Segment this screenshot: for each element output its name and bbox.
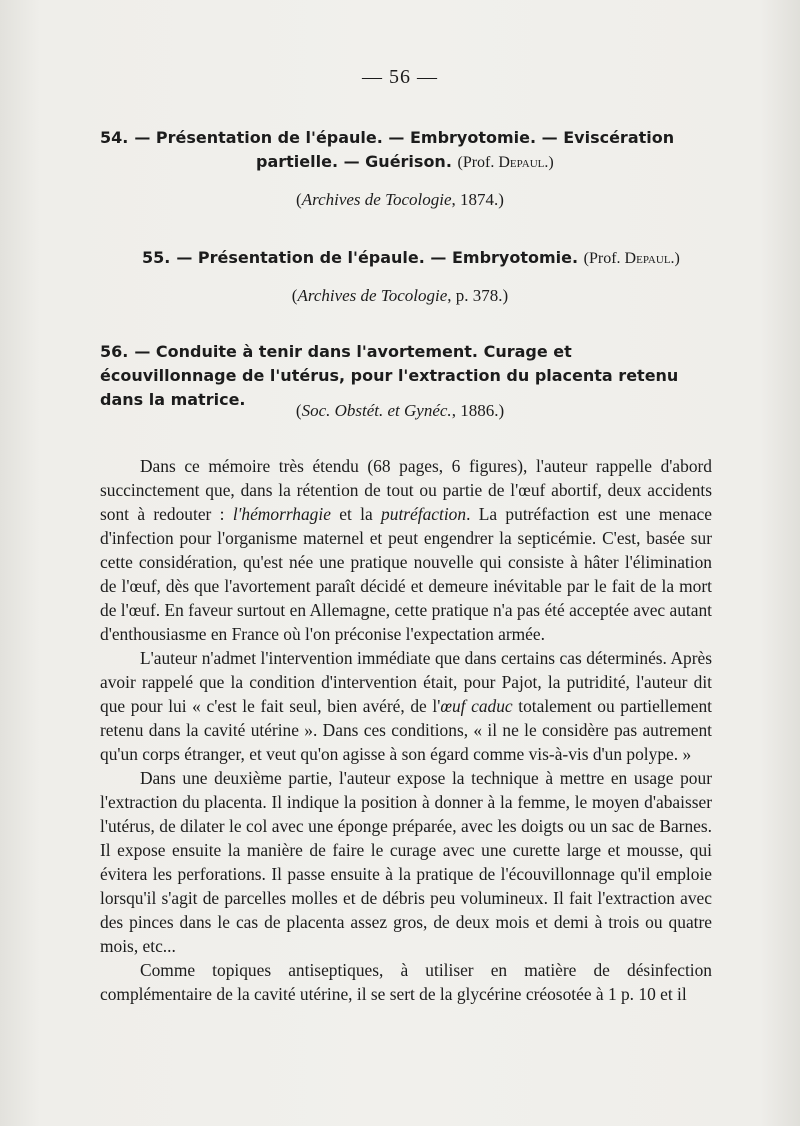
entry-title-text: — Conduite à tenir dans l'avortement. Curage et écouvillonnage de l'utérus, pour l'extraction du placenta retenu dans la matrice. (100, 342, 679, 409)
professor-credit (584, 250, 680, 267)
professor-credit (457, 154, 553, 171)
paragraph (100, 454, 712, 646)
prof-prefix: (Prof. (583, 250, 625, 267)
prof-prefix: (Prof. (457, 154, 499, 171)
abstract-body (100, 454, 712, 1006)
entry-55-title (142, 246, 722, 271)
entry-number: 56. (100, 342, 129, 361)
entry-title-continuation (100, 150, 712, 175)
source-journal: Soc. Obstét. et Gynéc. (301, 401, 452, 420)
emphasis: putréfaction (381, 504, 467, 524)
entry-55-source: (Archives de Tocologie, p. 378.) (291, 286, 509, 305)
page-number: — 56 — (362, 66, 438, 88)
source-journal: Archives de Tocologie (297, 286, 448, 305)
entry-56-source: (Soc. Obstét. et Gynéc., 1886.) (295, 401, 505, 420)
source-detail: , p. 378. (447, 286, 503, 305)
text-run: L'auteur n'admet l'intervention immédiate que dans certains cas déterminés. Après avoir rappelé que la condition d'intervention était, pour Pajot, la putridité, l'auteur dit que pour lui « c'est le fait seul, bien avéré, de l' (100, 648, 712, 716)
entry-54-title (100, 126, 712, 175)
entry-title-text: — Présentation de l'épaule. — Embryotomie. — Eviscération (134, 128, 675, 147)
text-run: . La putréfaction est une menace d'infection pour l'organisme maternel et peut engendrer la septicémie. C'est, basée sur cette considération, qu'est née une pratique nouvelle qui consiste à hâter l'élimination de l'œuf, dès que l'avortement paraît décidé et demeure inévitable par le fait de la mort de l'œuf. En faveur surtout en Allemagne, cette pratique n'a pas été acceptée avec autant d'enthousiasme en France où l'on préconise l'expectation armée. (100, 504, 712, 644)
text-run: totalement ou partiellement retenu dans la cavité utérine ». Dans ces conditions, « il ne le considère pas autrement qu'un corps étranger, et veut qu'on agisse à son égard comme vis-à-vis d'un polype. » (100, 696, 712, 764)
source-journal: Archives de Tocologie (301, 190, 452, 209)
source-detail: , 1886. (451, 401, 499, 420)
prof-suffix: .) (544, 154, 554, 171)
emphasis: l'hémorrhagie (232, 504, 331, 524)
paragraph: Comme topiques antiseptiques, à utiliser en matière de désinfection complémentaire de la cavité utérine, il se sert de la glycérine créosotée à 1 p. 10 et il (100, 960, 712, 1004)
entry-title-text: — Présentation de l'épaule. — Embryotomie. (176, 248, 579, 267)
entry-number: 54. (100, 128, 129, 147)
prof-suffix: .) (670, 250, 680, 267)
entry-number: 55. (142, 248, 171, 267)
prof-name: Depaul (624, 250, 671, 267)
text-run: Dans ce mémoire très étendu (68 pages, 6 figures), l'auteur rappelle d'abord succinctement que, dans la rétention de tout ou partie de l'œuf abortif, deux accidents sont à redouter : (100, 456, 712, 524)
emphasis: œuf caduc (440, 696, 513, 716)
prof-name: Depaul (498, 154, 545, 171)
paragraph (100, 646, 712, 766)
entry-54-source: (Archives de Tocologie, 1874.) (296, 190, 504, 209)
text-run: et la (330, 504, 382, 524)
paragraph: Dans une deuxième partie, l'auteur expose la technique à mettre en usage pour l'extraction du placenta. Il indique la position à donner à la femme, le moyen d'abaisser l'utérus, de dilater le col avec une éponge préparée, avec les doigts ou un sac de Barnes. Il expose ensuite la manière de faire le curage avec une curette large et mousse, qui évitera les perforations. Il passe ensuite à la pratique de l'écouvillonnage qu'il emploie lorsqu'il s'agit de parcelles molles et de débris peu volumineux. Il fait l'extraction avec des pinces dans le cas de placenta assez gros, de deux mois et demi à trois ou quatre mois, etc... (100, 768, 712, 956)
source-detail: , 1874. (451, 190, 499, 209)
entry-title-line2: partielle. — Guérison. (256, 152, 452, 171)
